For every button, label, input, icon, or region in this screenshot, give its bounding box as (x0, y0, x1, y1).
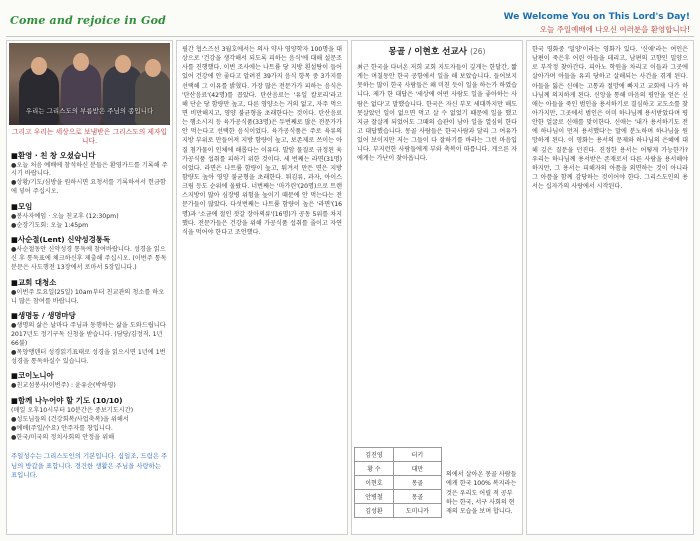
missionary-country-cell: 몽골 (393, 476, 441, 490)
missionary-side-text: 의에서 살아온 몽골 사람들에게 한국 100% 복지라는 것은 우리도 어릴 적 공부하는 한국, 서구 사회의 현재의 모습을 보며 합니다. (446, 471, 517, 515)
missionary-title-text: 몽골 / 이현호 선교사 (388, 47, 468, 57)
person-figure (19, 67, 59, 125)
missionary-name-cell: 안병철 (355, 490, 394, 504)
header-divider (6, 36, 694, 37)
table-row (355, 490, 442, 504)
section-item: ●이번주 토요일(25일) 10am부터 친교관의 청소를 하오니 많은 참여를 바랍니다. (11, 288, 165, 305)
section-title: ■생명동 / 생명마당 (11, 311, 76, 321)
missionary-title (352, 45, 522, 57)
missionary-country-cell: 대만 (393, 462, 441, 476)
missionary-name-cell: 김진영 (355, 448, 394, 462)
section-title: ■함께 나누어야 할 기도 (10/10) (11, 396, 123, 406)
section-item: ●생명의 삶은 날마다 주님과 동행하는 삶을 도와드립니다 2017년도 정기구독 신청을 받습니다. (담당/김정직, 1년 66불) (11, 322, 166, 348)
sermon-column (526, 40, 694, 535)
person-figure (61, 63, 101, 125)
health-article-text: 필간 협스즈선 3월호에서는 의사 약사 영양학자 100명을 대상으로 '건강을 생각해서 되도록 피하는 음식'에 대해 설문조사를 진행했다. 이번 조사에는 나트륨 당 지방 흰설탕이 들어 있어 건강에 안 좋다고 알려진 39가지 음식 항목 중 3가지를 선택해 그 이유를 밝혔다. 가장 많은 전문가가 피하는 음식은 '탄산음료'(42명)를 꼽았다. 탄산음료는 '유일 칼로리'라고 해 단순 당 함량만 높고, 다른 영양소는 거의 없고, 자주 먹으면 비만해지고, 영양 불균형을 초래한다는 것이다. 탄산음료는 햄소시지 등 육가공식품(33명)은 두번째로 많은 전문가가 안 먹는다고 선택한 음식이었다. 육가공식품은 주로 육류의 지방 부위로 만들어져 지방 함량이 높고, 보존제로 쓰이는 아질 첨가물이 인체에 해롭다는 이유다. 발암 물질로 규정된 육가공식품 섭취를 피하기 위한 것이다. 세 번째는 라면(31명)이었다. 라면은 나트륨 함량이 높고, 튀겨서 만든 면은 지방 함량도 높아 영양 불균형을 초래한다. 튀김류, 과자, 아이스크림 등도 순위에 올랐다. 너번째는 '마가린'(20명)으로 트랜스지방이 많아 심장병 위험을 높이기 때문에 안 먹는다는 전문가들이 많았다. 다섯번째는 나트륨 함량이 높은 '라면'(16명)과 '소금에 절인 젓갈 장아찌류'(16명)가 공동 5위를 차지했다. 전문가들은 건강을 위해 가공식품 섭취를 줄이고 자연식을 먹어야 한다고 조언했다. (182, 46, 342, 236)
person-head (145, 59, 161, 77)
section-item: ●목양앵덴터 성경읽기표태로 성경을 읽으시면 1년에 1번 성경을 통독하실수 있습니다. (11, 348, 166, 365)
person-head (115, 55, 131, 73)
person-head (31, 57, 47, 75)
section-title: ■사순절(Lent) 신약성경통독 (11, 235, 111, 245)
missionary-country-cell: 몽골 (393, 490, 441, 504)
section-title: ■모임 (11, 201, 33, 211)
person-figure (135, 69, 170, 125)
missionary-column (351, 40, 523, 535)
missionary-name-cell: 황 수 (355, 462, 394, 476)
section-item: ●성도님들의 (건강회복/사업축복)을 위해서 (11, 416, 129, 423)
health-article-column (176, 40, 348, 535)
table-row (355, 504, 442, 518)
section-item: ●사순절동안 신약성경 통독에 참여바랍니다. 성경을 읽으신 후 통독표에 체크하신후 제출해 주십시오. (이번주 통독 분문은 사도행전 13장에서 로마서 5장입니다.) (11, 246, 167, 272)
person-head (73, 53, 89, 71)
sermon-text: 한국 영화중 '밀양'이라는 영화가 있다. '신애'라는 여인은 남편이 죽은후 어린 아들을 데리고, 남편의 고향인 밀양으로 부작정 찾아간다. 피아노 학원을 차리고 이들과 그곳에 살아가며 아들을 유괴 당하고 살해되는 사건을 겪게 된다. 아들을 잃은 신애는 고통과 절망에 빠지고 교회에 나가 하나님께 의지하게 된다. 신앙을 통해 마음의 평안을 얻은 신애는 아들을 죽인 범인을 용서하기로 결심하고 교도소를 찾아가지만, 그곳에서 범인은 이미 하나님께 용서받았다며 평안한 얼굴로 신애를 맞이한다. 신애는 '내가 용서하기도 전에 하나님이 먼저 용서했다'는 말에 분노하며 하나님을 원망하게 된다. 이 영화는 용서의 문제와 하나님의 은혜에 대해 깊은 질문을 던진다. 진정한 용서는 어떻게 가능한가? 우리는 하나님께 용서받은 존재로서 다른 사람을 용서해야 하지만, 그 용서는 피해자의 아픔을 외면하는 것이 아니라 그 아픔을 함께 감당하는 것이어야 한다. 그리스도인의 용서는 십자가의 사랑에서 시작된다. (532, 46, 688, 191)
announcements-column (6, 40, 173, 535)
section-item: ●예배(주일/수요) 안주자를 창입니다. (11, 424, 113, 432)
section-item: ●봉사자예임 · 오늘 친교후 (12:30pm) (11, 212, 119, 220)
header-welcome-korean: 오늘 주일예배에 나오신 여러분을 환영합니다! (539, 25, 690, 34)
section-item: ●친교섬봉사(이번주) : 윤유순(박하영) (11, 382, 116, 390)
missionary-country-cell: 터키 (393, 448, 441, 462)
table-row (355, 476, 442, 490)
missionary-title-number: (26) (470, 47, 486, 56)
missionary-country-cell: 도미니카 (393, 504, 441, 518)
table-row (355, 448, 442, 462)
section-item: ●순장기도회: 오늘 1:45pm (11, 221, 89, 229)
announcement-sections (7, 150, 172, 443)
photo-subcaption: 그리고 우리는 세상으로 보냄받은 그리스도의 제자입니다. (11, 128, 168, 145)
section-title: ■교회 대청소 (11, 277, 57, 287)
section-item: ●한국/미국의 정치사회의 안정을 위해 (11, 433, 115, 441)
table-row (355, 462, 442, 476)
missionary-table (354, 447, 442, 518)
pastors-photo (9, 43, 170, 125)
missionary-letter-text: 최근 한국을 다녀온 저희 교회 지도자들이 깊게는 한달간, 짧게는 며칠동안 한국 공항에서 일을 해 보았습니다. 들어보지 못하는 많이 한국 사람들은 왜 미친 듯이 일을 하는가 하였습니다. 제가 한 대답은 '세상에 어떤 사람도 일을 좋아하는 사람은 없다'고 말했습니다. 한국은 자신 부모 세대까지만 해도 못살았던 일이 없으면 먹고 살 수 없었기 때문에 일을 했고 지금 잘살게 되었어도 그때의 습관이 남아 일을 열심히 한다고 대답했습니다. 몽골 사람들은 한국사람과 달리 그 여유가 있어 보이지만 저는 그들이 다 잘하기를 바라는 그런 마음입니다. 부지런한 사람들에게 부와 축복이 따릅니다. 게으른 자에게는 가난이 찾아옵니다. (357, 64, 517, 163)
header-welcome-english: We Welcome You on This Lord's Day! (503, 12, 690, 22)
missionary-name-cell: 이현호 (355, 476, 394, 490)
section-title: ■환영 · 친 창 오셨습니다 (11, 150, 96, 160)
footer-message: 주일성수는 그리스도인의 기본입니다. 십일조, 드림은 주님의 방갑을 표합니다. 경건한 생활은 주님을 사랑하는 표입니다. (11, 452, 168, 479)
header-left-title: Come and rejoice in God (10, 14, 167, 27)
section-item: ●오늘 처음 예배에 참석하신 분들은 환영카드를 기록해 주시기 바랍니다. (11, 161, 168, 178)
photo-caption: 우리는 그리스도의 부름받은 주님의 종입니다 (25, 107, 154, 115)
section-item: (매일 오후10시부터 10분간은 중보기도시간) (11, 407, 134, 415)
section-title: ■코이노니아 (11, 371, 54, 381)
section-item: ●상황/기도/심방을 원하시면 요청서를 기록하셔서 헌금함에 넣어 주십시오. (11, 179, 166, 196)
missionary-name-cell: 김성환 (355, 504, 394, 518)
